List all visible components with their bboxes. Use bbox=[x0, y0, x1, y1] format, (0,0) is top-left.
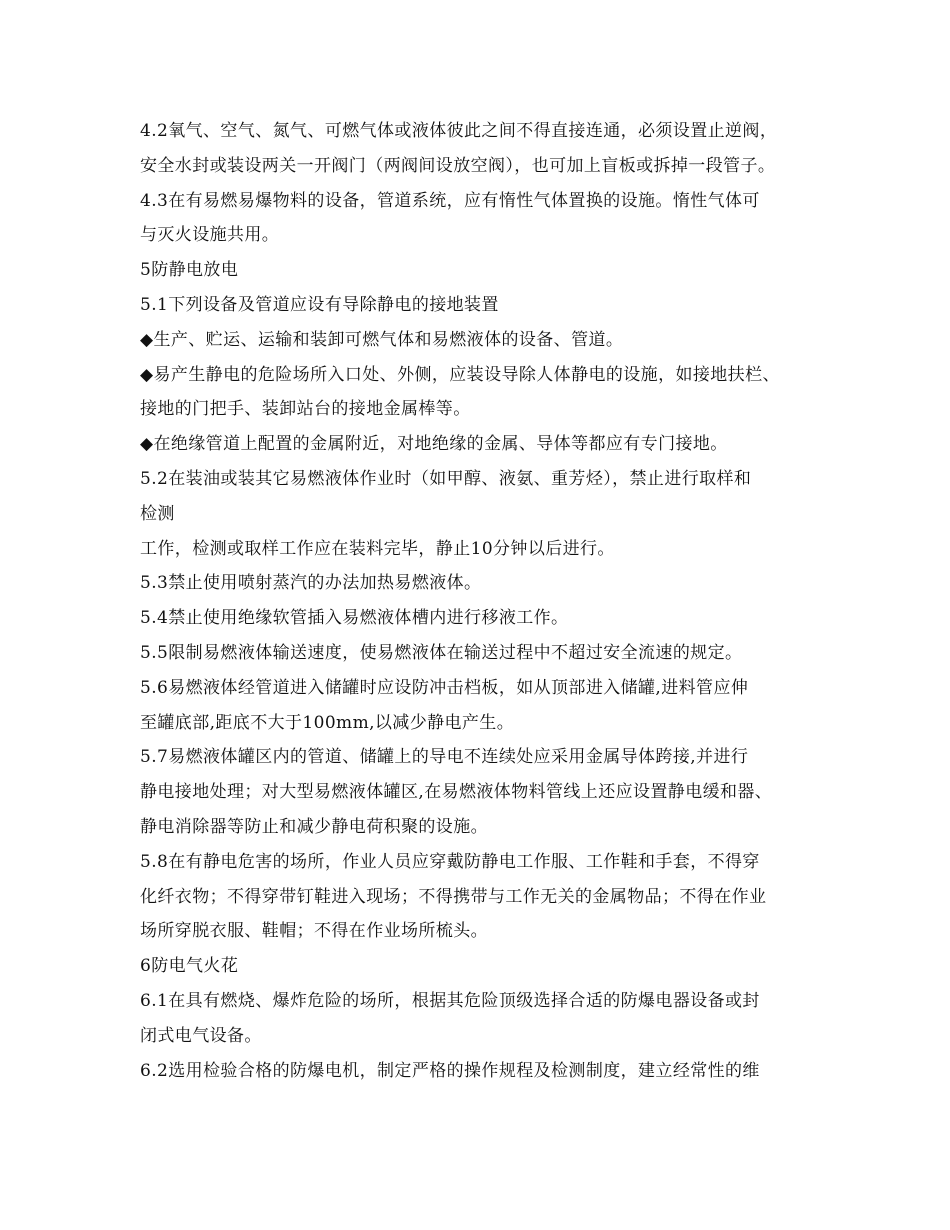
text-line: 5.7易燃液体罐区内的管道、储罐上的导电不连续处应采用金属导体跨接,并进行 bbox=[140, 747, 749, 768]
text-line: 接地的门把手、装卸站台的接地金属棒等。 bbox=[140, 399, 471, 420]
text-line: 5.8在有静电危害的场所，作业人员应穿戴防静电工作服、工作鞋和手套，不得穿 bbox=[140, 851, 760, 872]
bullet-item: ◆在绝缘管道上配置的金属附近，对地绝缘的金属、导体等都应有专门接地。 bbox=[140, 434, 728, 455]
document-body bbox=[140, 114, 830, 1088]
text-line: 5.5限制易燃液体输送速度，使易燃液体在输送过程中不超过安全流速的规定。 bbox=[140, 642, 743, 663]
bullet-item: ◆易产生静电的危险场所入口处、外侧，应装设导除人体静电的设施，如接地扶栏、 bbox=[140, 364, 780, 385]
text-line: 化纤衣物；不得穿带钉鞋进入现场；不得携带与工作无关的金属物品；不得在作业 bbox=[140, 886, 767, 907]
text-line: 至罐底部,距底不大于100mm,以减少静电产生。 bbox=[140, 712, 515, 733]
text-line: 4.2氧气、空气、氮气、可燃气体或液体彼此之间不得直接连通，必须设置止逆阀， bbox=[140, 121, 778, 141]
text-line: 5.4禁止使用绝缘软管插入易燃液体槽内进行移液工作。 bbox=[140, 608, 569, 629]
text-line: 场所穿脱衣服、鞋帽；不得在作业场所梳头。 bbox=[140, 921, 488, 942]
text-line: 5.6易燃液体经管道进入储罐时应设防冲击档板，如从顶部进入储罐,进料管应伸 bbox=[140, 677, 749, 698]
text-line: 安全水封或装设两关一开阀门（两阀间设放空阀），也可加上盲板或拆掉一段管子。 bbox=[140, 155, 776, 176]
bullet-item: ◆生产、贮运、运输和装卸可燃气体和易燃液体的设备、管道。 bbox=[140, 329, 624, 350]
text-line: 工作，检测或取样工作应在装料完毕，静止10分钟以后进行。 bbox=[140, 538, 615, 559]
section-heading: 6防电气火花 bbox=[140, 956, 239, 977]
section-heading: 5防静电放电 bbox=[140, 260, 239, 281]
text-line: 6.1在具有燃烧、爆炸危险的场所，根据其危险顶级选择合适的防爆电器设备或封 bbox=[140, 990, 760, 1011]
text-line: 静电接地处理；对大型易燃液体罐区,在易燃液体物料管线上还应设置静电缓和器、 bbox=[140, 782, 773, 803]
text-line: 与灭火设施共用。 bbox=[140, 225, 280, 246]
text-line: 静电消除器等防止和减少静电荷积聚的设施。 bbox=[140, 816, 488, 837]
text-line: 闭式电气设备。 bbox=[140, 1025, 262, 1046]
text-line: 4.3在有易燃易爆物料的设备，管道系统，应有惰性气体置换的设施。惰性气体可 bbox=[140, 190, 760, 211]
text-line: 6.2选用检验合格的防爆电机，制定严格的操作规程及检测制度，建立经常性的维 bbox=[140, 1060, 760, 1081]
text-line: 5.2在装油或装其它易燃液体作业时（如甲醇、液氨、重芳烃），禁止进行取样和 bbox=[140, 468, 752, 489]
text-line: 检测 bbox=[140, 503, 175, 524]
text-line: 5.1下列设备及管道应设有导除静电的接地装置 bbox=[140, 294, 499, 315]
text-line: 5.3禁止使用喷射蒸汽的办法加热易燃液体。 bbox=[140, 573, 482, 594]
